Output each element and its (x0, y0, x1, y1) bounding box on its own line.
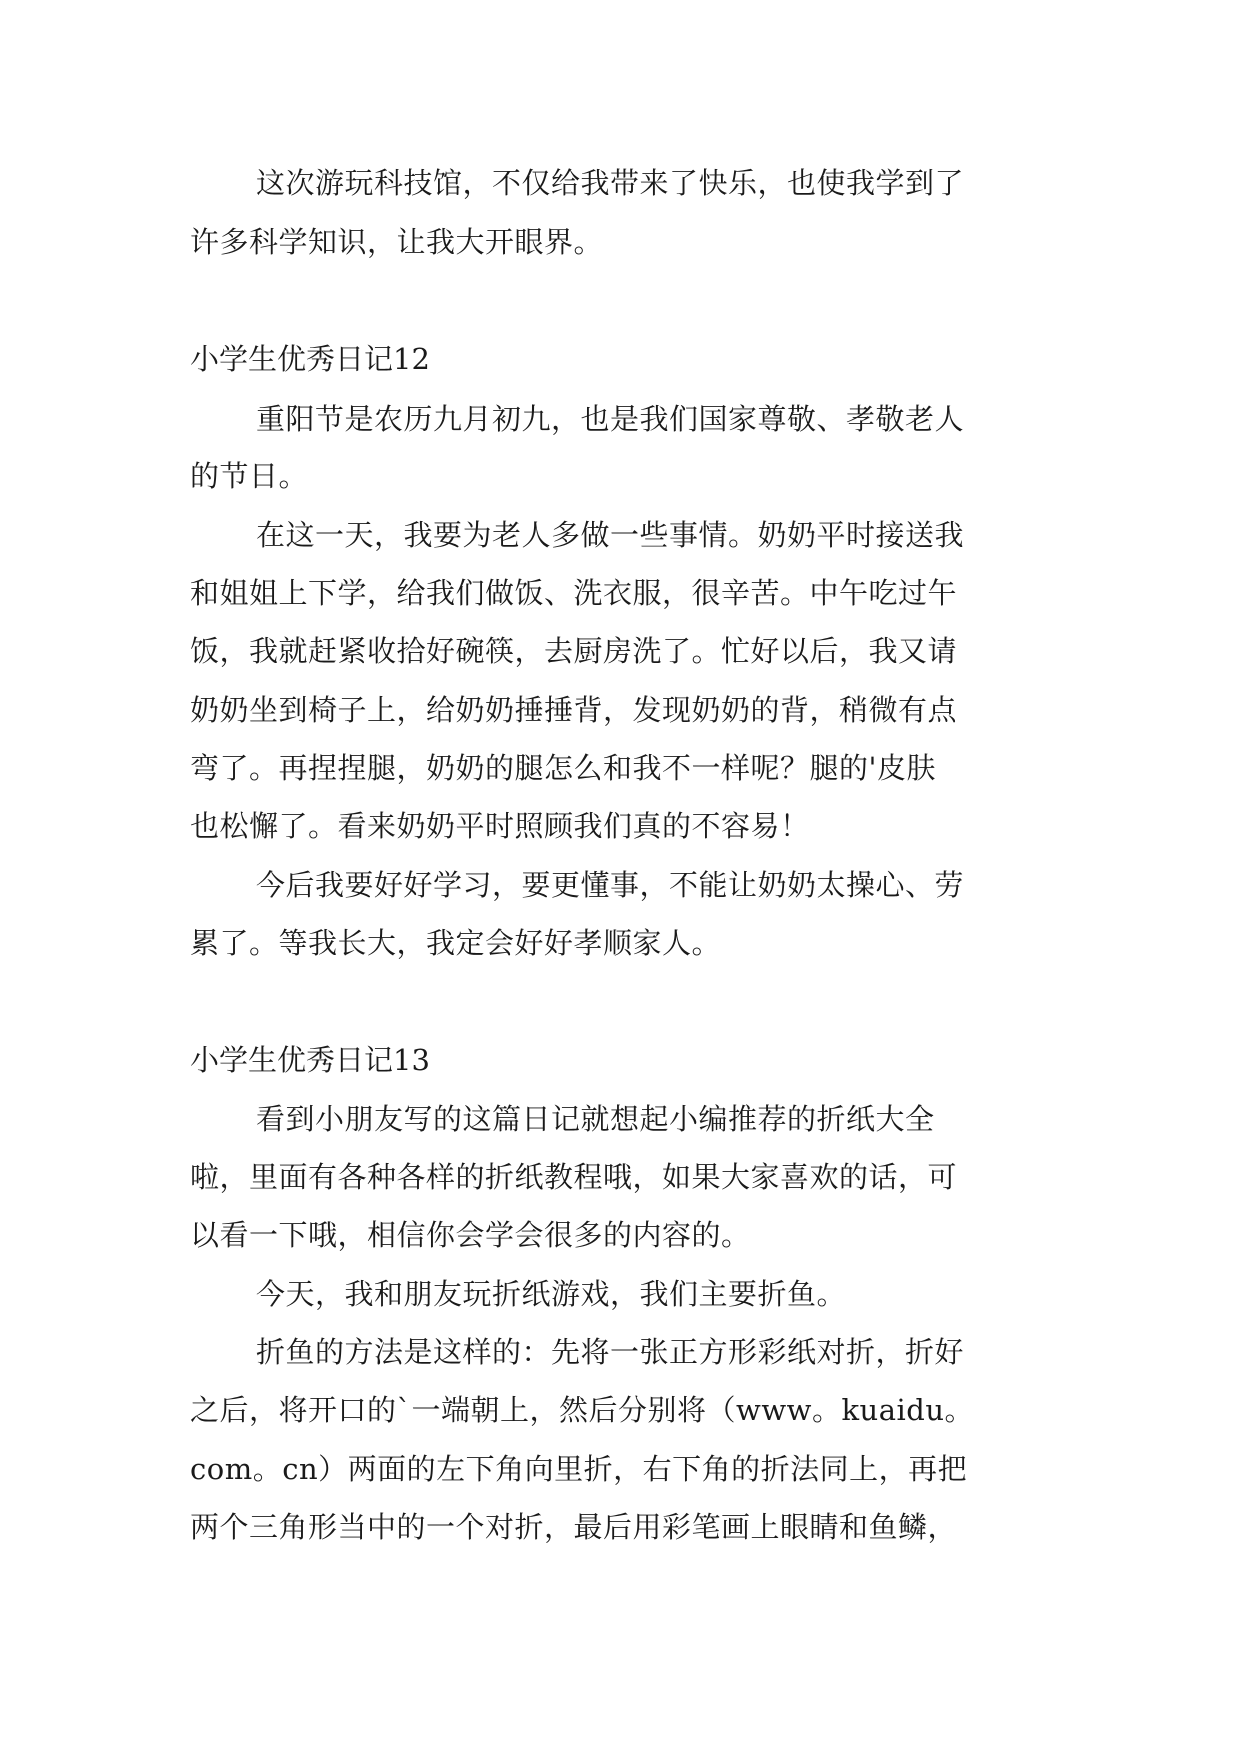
section-heading: 小学生优秀日记13 (190, 1043, 430, 1077)
paragraph-line: 折鱼的方法是这样的：先将一张正方形彩纸对折，折好 (256, 1335, 965, 1369)
paragraph-line: 饭，我就赶紧收拾好碗筷，去厨房洗了。忙好以后，我又请 (190, 634, 958, 668)
paragraph-line: 啦，里面有各种各样的折纸教程哦，如果大家喜欢的话，可 (190, 1160, 958, 1194)
paragraph-line: 的节日。 (190, 459, 309, 493)
paragraph-line: 也松懈了。看来奶奶平时照顾我们真的不容易！ (190, 809, 810, 843)
paragraph-line: com。cn）两面的左下角向里折，右下角的折法同上，再把 (190, 1452, 968, 1486)
paragraph-line: 在这一天，我要为老人多做一些事情。奶奶平时接送我 (256, 518, 965, 552)
paragraph-line: 奶奶坐到椅子上，给奶奶捶捶背，发现奶奶的背，稍微有点 (190, 693, 958, 727)
paragraph-line: 看到小朋友写的这篇日记就想起小编推荐的折纸大全 (256, 1102, 935, 1136)
paragraph-line: 以看一下哦，相信你会学会很多的内容的。 (190, 1218, 751, 1252)
paragraph-line: 今后我要好好学习，要更懂事，不能让奶奶太操心、劳 (256, 868, 965, 902)
paragraph-line: 两个三角形当中的一个对折，最后用彩笔画上眼睛和鱼鳞， (190, 1510, 958, 1544)
paragraph-line: 和姐姐上下学，给我们做饭、洗衣服，很辛苦。中午吃过午 (190, 576, 958, 610)
paragraph-line: 重阳节是农历九月初九，也是我们国家尊敬、孝敬老人 (256, 402, 965, 436)
paragraph-line: 弯了。再捏捏腿，奶奶的腿怎么和我不一样呢？腿的'皮肤 (190, 751, 936, 785)
paragraph-line: 这次游玩科技馆，不仅给我带来了快乐，也使我学到了 (256, 166, 965, 200)
section-heading: 小学生优秀日记12 (190, 342, 430, 376)
paragraph-line: 之后，将开口的`一端朝上，然后分别将（www。kuaidu。 (190, 1393, 975, 1427)
paragraph-line: 累了。等我长大，我定会好好孝顺家人。 (190, 926, 722, 960)
paragraph-line: 今天，我和朋友玩折纸游戏，我们主要折鱼。 (256, 1277, 847, 1311)
paragraph-line: 许多科学知识，让我大开眼界。 (190, 225, 604, 259)
